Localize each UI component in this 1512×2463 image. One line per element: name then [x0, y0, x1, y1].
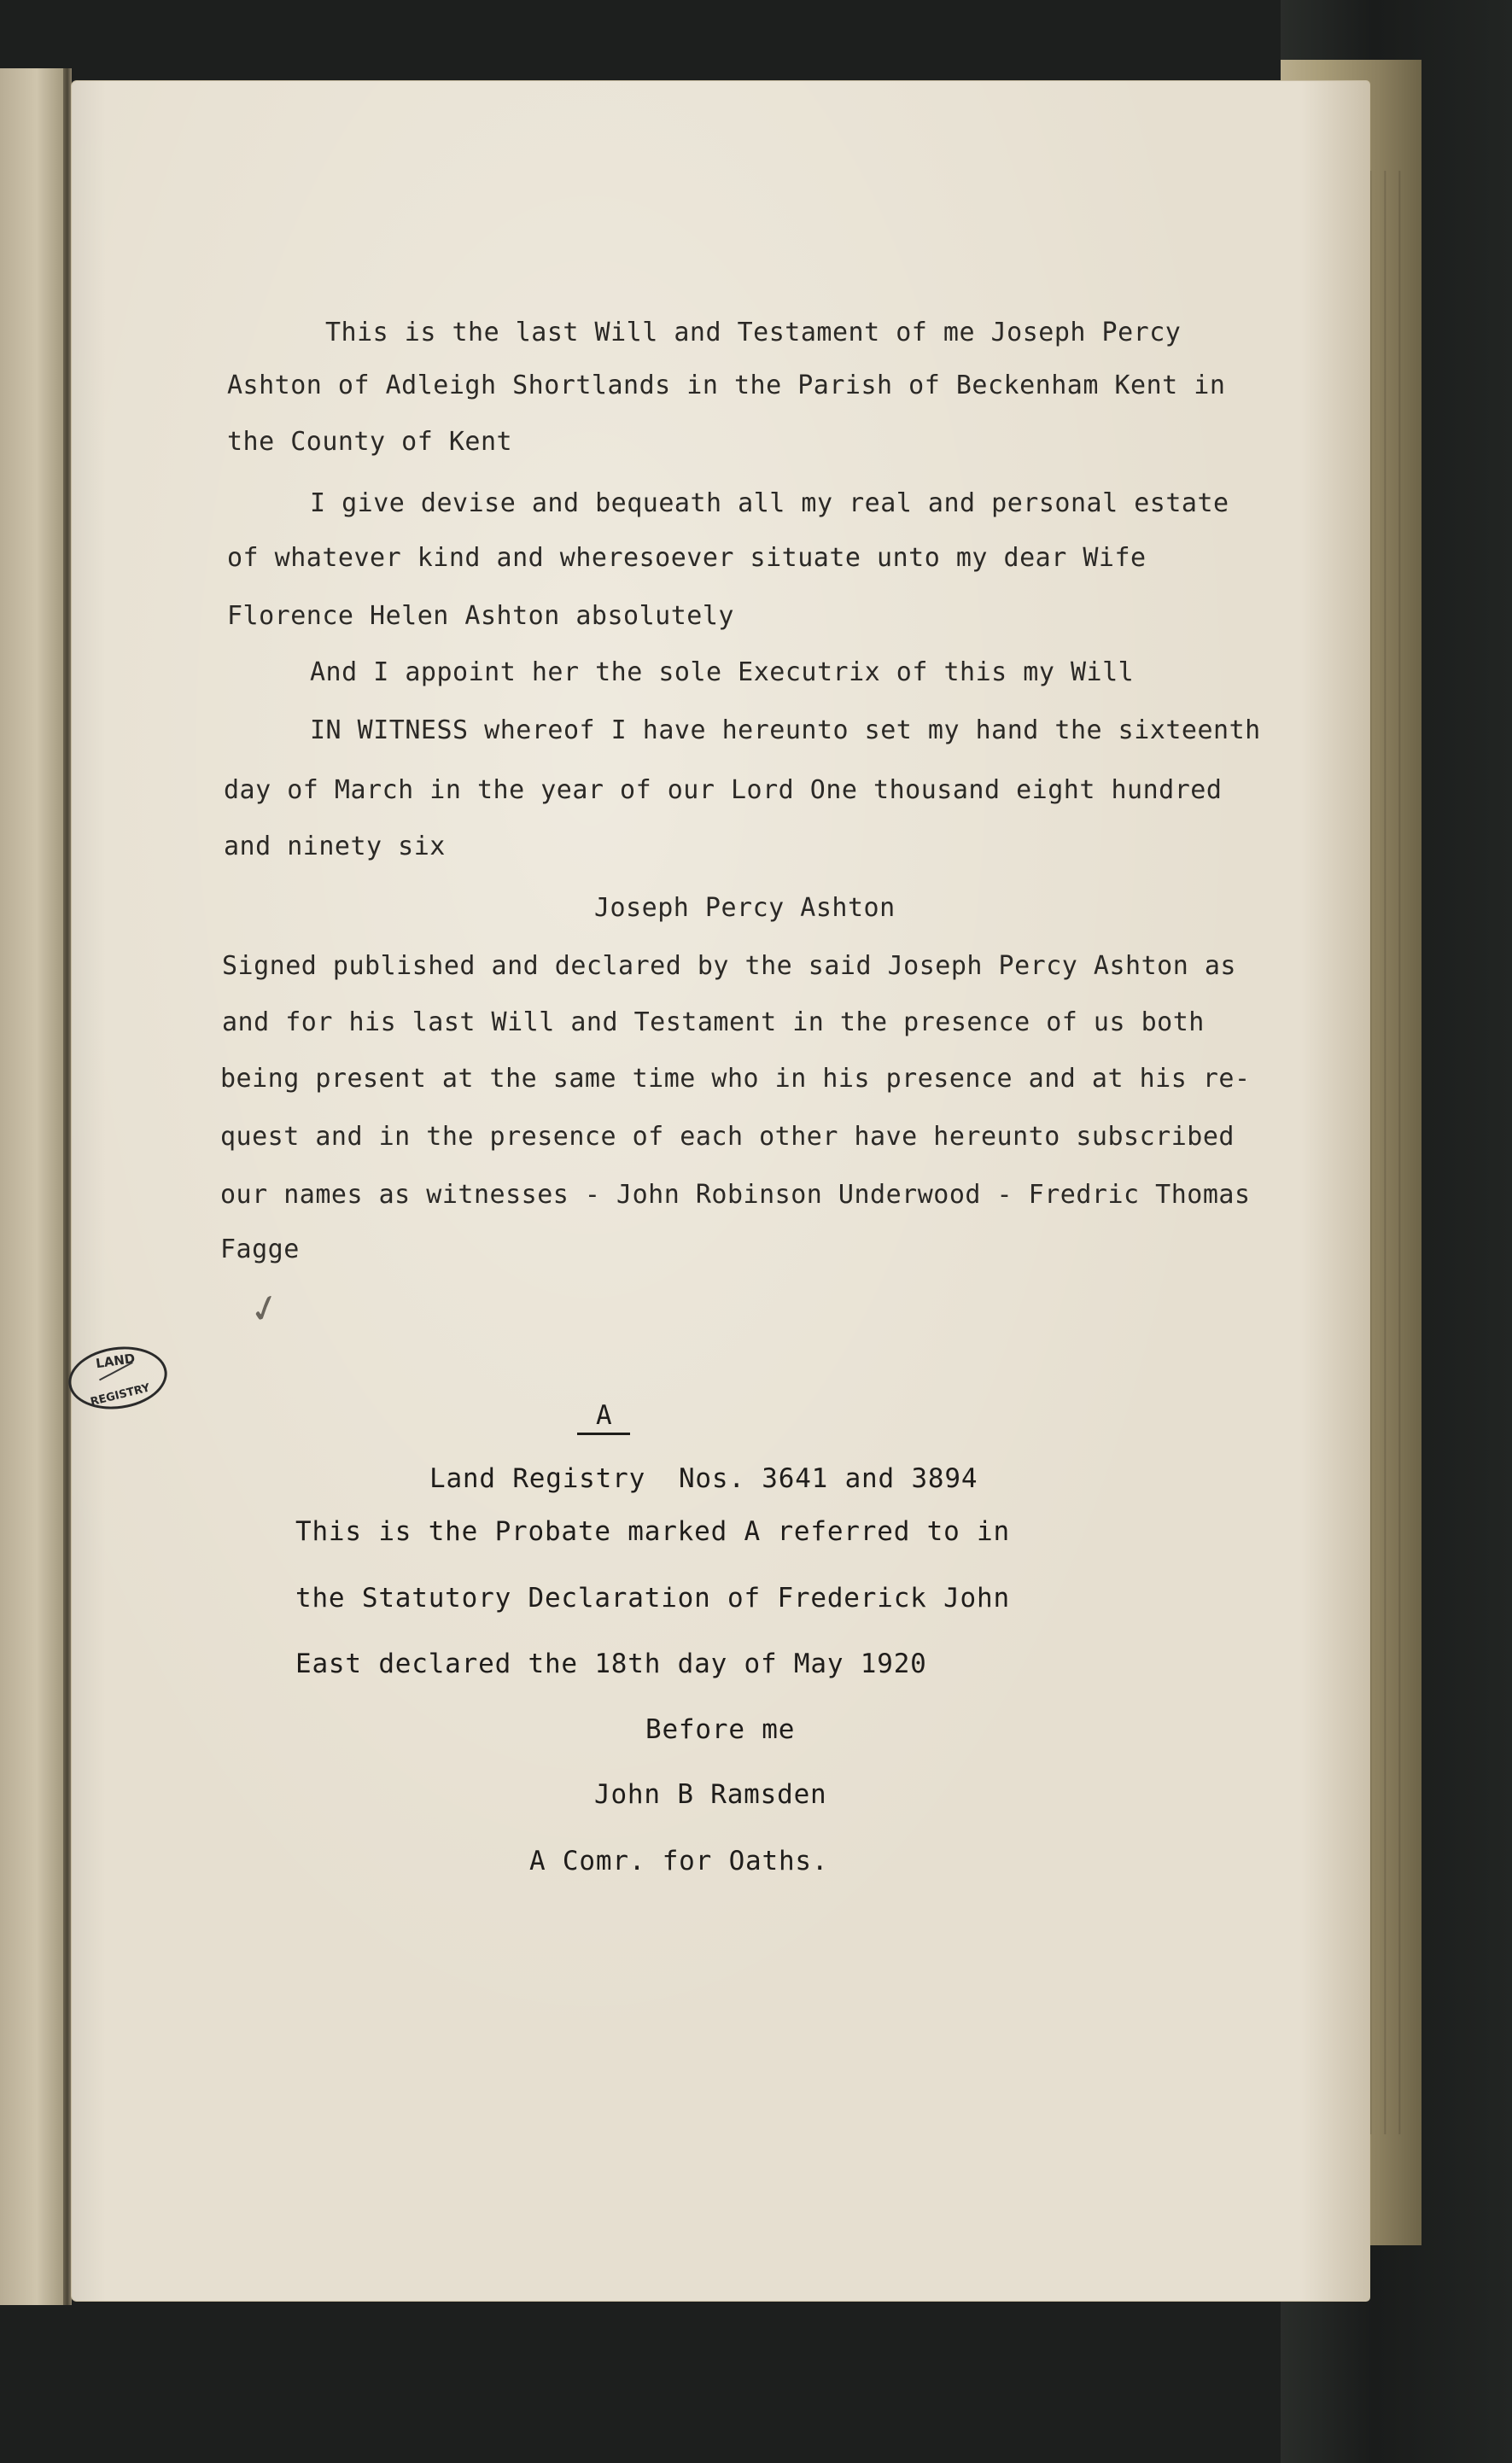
probate-line-4: East declared the 18th day of May 1920: [295, 1649, 927, 1679]
will-line-7: And I appoint her the sole Executrix of this my Will: [310, 657, 1135, 687]
will-line-2: Ashton of Adleigh Shortlands in the Parish of Beckenham Kent in: [227, 371, 1226, 400]
attestation-line-6: Fagge: [220, 1234, 300, 1264]
probate-marker-underline: [577, 1433, 630, 1435]
probate-line-1: Land Registry Nos. 3641 and 3894: [429, 1463, 978, 1494]
attestation-line-3: being present at the same time who in his presence and at his re-: [220, 1064, 1251, 1094]
probate-line-3: the Statutory Declaration of Frederick John: [295, 1583, 1010, 1614]
probate-line-6: John B Ramsden: [594, 1779, 827, 1810]
will-line-3: the County of Kent: [227, 427, 513, 457]
will-line-1: This is the last Will and Testament of me Joseph Percy: [325, 318, 1182, 347]
attestation-line-4: quest and in the presence of each other have hereunto subscribed: [220, 1122, 1235, 1152]
probate-line-7: A Comr. for Oaths.: [529, 1846, 829, 1876]
pencil-check-mark: ✓: [244, 1284, 286, 1334]
will-line-10: and ninety six: [224, 832, 446, 861]
book-gutter: [63, 68, 72, 2305]
will-line-8: IN WITNESS whereof I have hereunto set my hand the sixteenth: [310, 715, 1261, 745]
attestation-line-5: our names as witnesses - John Robinson Underwood - Fredric Thomas: [220, 1180, 1251, 1210]
attestation-line-2: and for his last Will and Testament in the presence of us both: [222, 1007, 1205, 1037]
will-line-6: Florence Helen Ashton absolutely: [227, 601, 734, 631]
will-line-4: I give devise and bequeath all my real and personal estate: [310, 488, 1229, 518]
left-page-margin: [0, 68, 67, 2305]
attestation-line-1: Signed published and declared by the said Joseph Percy Ashton as: [222, 951, 1236, 981]
testator-signature: Joseph Percy Ashton: [594, 893, 896, 923]
stamp-bottom-text: REGISTRY: [89, 1381, 152, 1410]
probate-marker: A: [596, 1400, 613, 1431]
probate-line-2: This is the Probate marked A referred to in: [295, 1516, 1010, 1547]
will-line-9: day of March in the year of our Lord One thousand eight hundred: [224, 775, 1223, 805]
stamp-top-text: LAND: [95, 1351, 137, 1372]
probate-line-5: Before me: [645, 1714, 796, 1745]
will-line-5: of whatever kind and wheresoever situate unto my dear Wife: [227, 543, 1147, 573]
